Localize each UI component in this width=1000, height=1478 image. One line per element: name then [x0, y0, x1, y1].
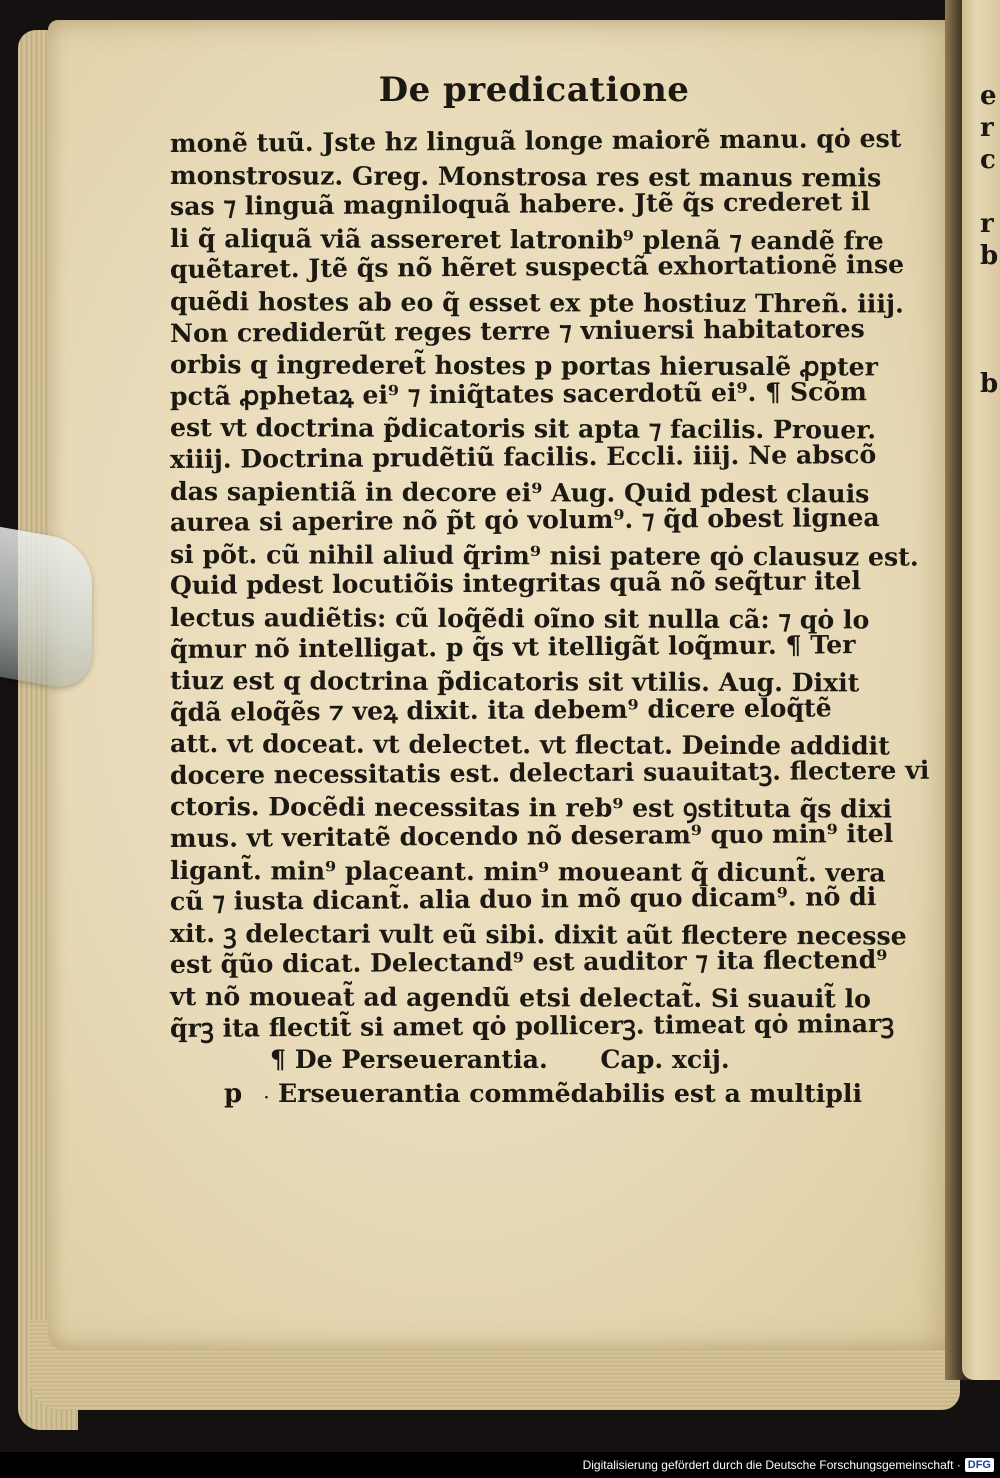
text-line: cũ ⁊ iusta dicant̃. alia duo in mõ quo dicam⁹. nõ di — [169, 881, 877, 917]
text-line: das sapientiã in decore ei⁹ Aug. Quid pdest clauis — [169, 475, 870, 508]
text-line: monẽ tuũ. Jste hz linguã longe maiorẽ manu. qȯ est — [169, 122, 902, 158]
chapter-heading: ¶ De Perseuerantia. Cap. xcij. — [270, 1044, 730, 1075]
text-line: aurea si aperire nõ p̃t qȯ volum⁹. ⁊ q̃d obest lignea — [169, 502, 880, 538]
facing-page-text: e r c r b b — [980, 81, 999, 399]
text-line: ligant̃. min⁹ placeant. min⁹ moueant q̃ dicunt̃. vera — [169, 854, 886, 888]
running-head: De predicatione — [378, 70, 690, 110]
chapter-first-line — [224, 1076, 870, 1115]
text-line: vt nõ moueat̃ ad agendũ etsi delectat̃. Si suauit̃ lo — [169, 981, 872, 1014]
text-line: pctã ꝓphetaꝝ ei⁹ ⁊ iniq̃tates sacerdotũ ei⁹. ¶ Scõm — [169, 375, 868, 411]
dfg-logo: DFG — [965, 1458, 994, 1472]
text-line: mus. vt veritatẽ docendo nõ deseram⁹ quo min⁹ itel — [169, 818, 894, 854]
text-line: si põt. cũ nihil aliud q̃rim⁹ nisi patere qȯ clausuz est. — [169, 538, 919, 572]
text-line: q̃rꝫ ita flectit̃ si amet qȯ pollicerꝫ. timeat qȯ minarꝫ — [169, 1007, 895, 1043]
page-text — [169, 70, 930, 1115]
text-line: sas ⁊ linguã magniloquã habere. Jtẽ q̃s crederet il — [169, 186, 871, 222]
text-line: xiiij. Doctrina prudẽtiũ facilis. Eccli. iiij. Ne abscõ — [169, 439, 877, 474]
text-line: q̃mur nõ intelligat. p q̃s vt itelligãt loq̃mur. ¶ Ter — [169, 628, 856, 664]
text-line: tiuz est q̧ doctrina p̃dicatoris sit vtilis. Aug. Dixit — [169, 665, 860, 698]
text-line: lectus audiẽtis: cũ loq̃ẽdi oĩno sit nulla cã: ⁊ qȯ lo — [169, 601, 870, 635]
page-weight-strip — [0, 527, 92, 693]
body-text — [169, 122, 930, 1044]
text-line: Non crediderũt reges terre ⁊ vniuersi habitatores — [169, 312, 865, 348]
text-line: quẽdi hostes ab eo q̃ esset ex pte hostiuz Threñ. iiij. — [169, 285, 904, 319]
text-line: est vt doctrina p̃dicatoris sit apta ⁊ facilis. Prouer. — [169, 412, 877, 445]
text-line: q̃dã eloq̃ẽs ⁊ veꝝ dixit. ita debem⁹ dicere eloq̃tẽ — [169, 692, 832, 727]
text-line: att. vt doceat. vt delectet. vt flectat. Deinde addidit — [169, 728, 890, 761]
text-line: monstrosuz. Greg. Monstrosa res est manus remis — [169, 159, 882, 193]
footer-bar — [0, 1452, 1000, 1478]
text-line: orbis q̧ ingrederet̃ hostes p portas hierusalẽ ꝓpter — [169, 349, 879, 382]
guide-mark: · — [264, 1089, 269, 1106]
text-line: docere necessitatis est. delectari suauitatꝫ. flectere vi — [169, 754, 930, 790]
funding-note: Digitalisierung gefördert durch die Deutsche Forschungsgemeinschaft · — [582, 1458, 961, 1472]
text-line: est q̃ũo dicat. Delectand⁹ est auditor ⁊ ita flectend⁹ — [169, 944, 888, 980]
text-line: li q̃ aliquã viã assereret latronib⁹ plenã ⁊ eandẽ fre — [169, 222, 884, 256]
text-line: quẽtaret. Jtẽ q̃s nõ hẽret suspectã exhortationẽ inse — [169, 249, 905, 285]
text-line: Quid pdest locutiõis integritas quã nõ seq̃tur itel — [169, 565, 862, 601]
guide-letter: p — [224, 1078, 243, 1109]
text-line: ctoris. Docẽdi necessitas in reb⁹ est ꝯstituta q̃s dixi — [169, 791, 893, 824]
chapter-first-line-text: Erseuerantia commẽdabilis est a multipli — [278, 1077, 863, 1108]
text-line: xit. ꝫ delectari vult eũ sibi. dixit aũt flectere necesse — [169, 917, 907, 951]
